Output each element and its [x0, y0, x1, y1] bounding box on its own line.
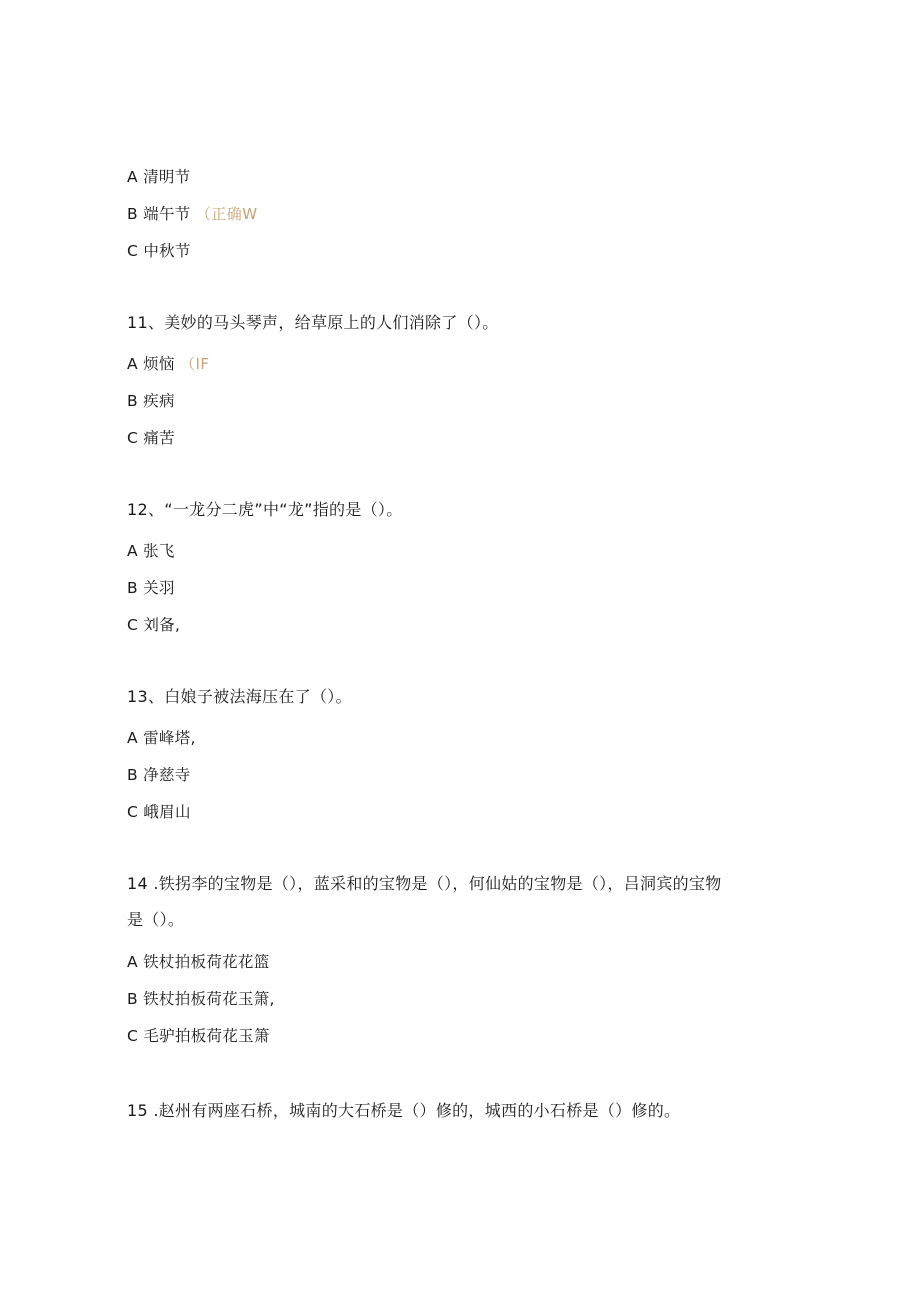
q13-option-b: B 净慈寺: [127, 766, 191, 784]
q11-question: 11、美妙的马头琴声，给草原上的人们消除了（）。: [127, 313, 499, 332]
q12-option-c: C 刘备,: [127, 616, 181, 634]
q10-answer-note: （正确W: [195, 205, 258, 223]
q14-question-line2: 是（）。: [127, 910, 185, 929]
q11-answer-note: （IF: [179, 355, 210, 373]
q10-option-a: A 清明节: [127, 168, 191, 186]
q11-option-b: B 疾病: [127, 392, 175, 410]
q13-option-c: C 峨眉山: [127, 803, 191, 821]
q15-question: 15 .赵州有两座石桥，城南的大石桥是（）修的，城西的小石桥是（）修的。: [127, 1101, 681, 1120]
q11-option-a: A 烦恼 （IF: [127, 355, 210, 373]
q10-option-c: C 中秋节: [127, 242, 191, 260]
q12-option-b: B 关羽: [127, 579, 175, 597]
q11-option-c: C 痛苦: [127, 429, 175, 447]
q13-option-a: A 雷峰塔,: [127, 729, 196, 747]
q14-question-line1: 14 .铁拐李的宝物是（），蓝采和的宝物是（），何仙姑的宝物是（），吕洞宾的宝物: [127, 874, 722, 893]
q12-question: 12、“一龙分二虎”中“龙”指的是（）。: [127, 500, 403, 519]
q14-option-c: C 毛驴拍板荷花玉箫: [127, 1027, 270, 1045]
q14-option-b: B 铁杖拍板荷花玉箫,: [127, 990, 275, 1008]
q13-question: 13、白娘子被法海压在了（）。: [127, 687, 352, 706]
q12-option-a: A 张飞: [127, 542, 175, 560]
q14-option-a: A 铁杖拍板荷花花篮: [127, 953, 270, 971]
q10-option-b: B 端午节 （正确W: [127, 205, 258, 223]
